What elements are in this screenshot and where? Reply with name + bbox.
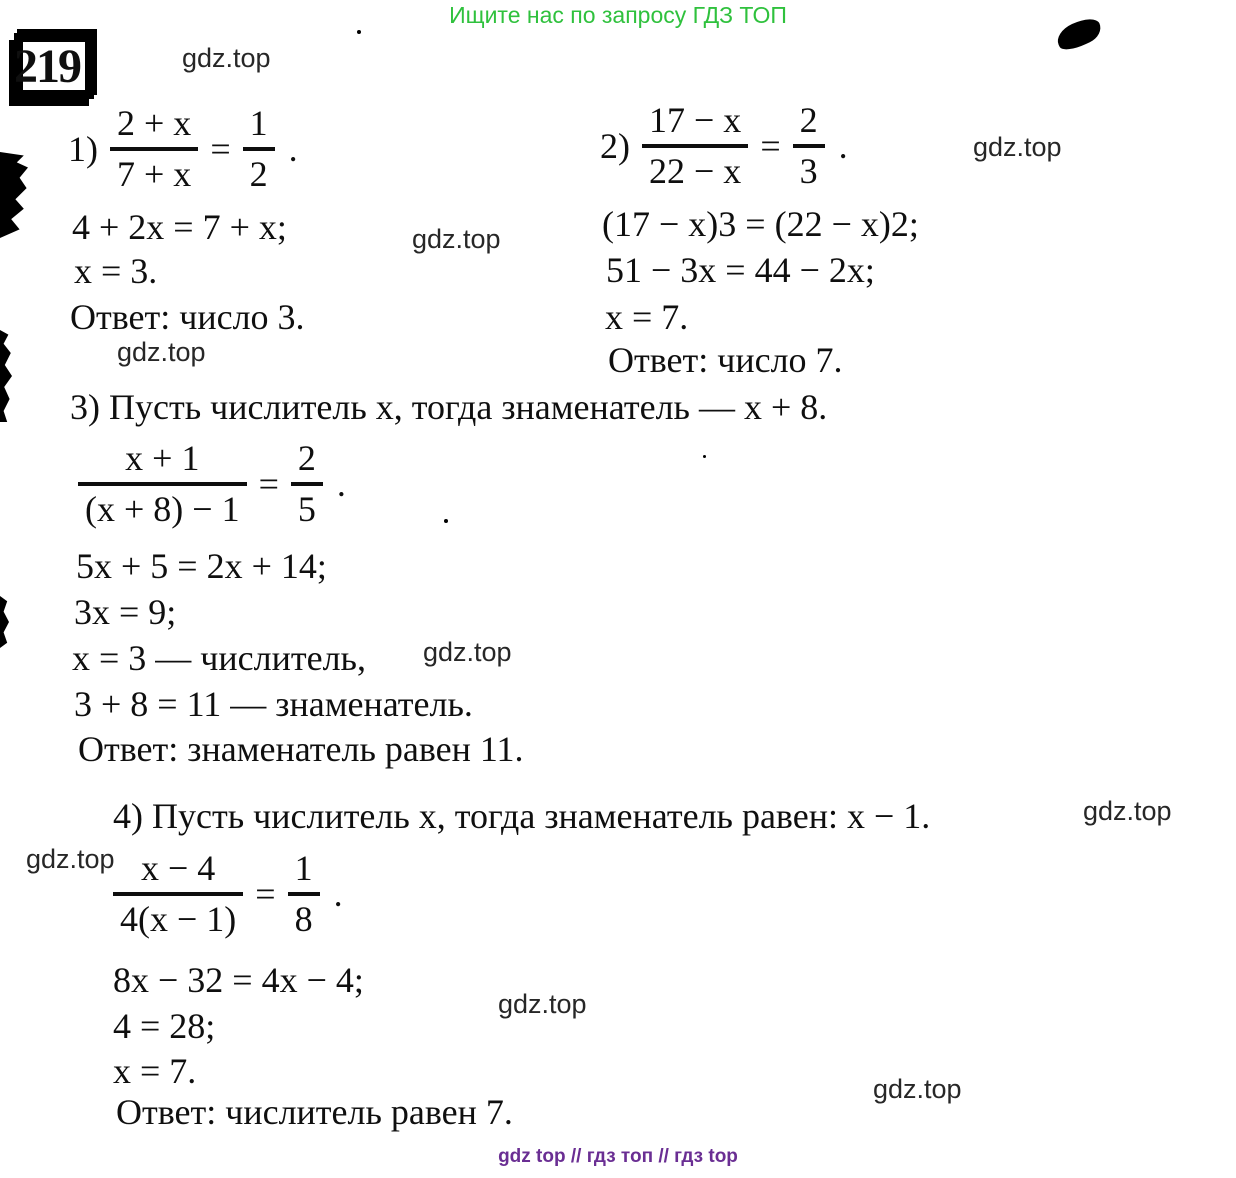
fraction-rhs — [243, 103, 275, 196]
numerator: 2 — [297, 438, 316, 478]
answer-line: Ответ: число 3. — [70, 297, 305, 337]
denominator: 5 — [291, 482, 323, 530]
answer-line: Ответ: число 7. — [608, 340, 843, 380]
equals-sign: = — [255, 873, 276, 914]
item-label: 1) — [68, 128, 98, 169]
fraction-lhs — [78, 438, 247, 531]
solution-line: 51 − 3x = 44 − 2x; — [606, 250, 875, 290]
intro-line: 4) Пусть числитель x, тогда знаменатель равен: x − 1. — [113, 796, 931, 836]
solution-line: 3x = 9; — [74, 592, 177, 632]
answer-line: Ответ: числитель равен 7. — [116, 1092, 513, 1132]
denominator: (x + 8) − 1 — [78, 482, 247, 530]
watermark: gdz.top — [873, 1074, 962, 1104]
numerator: x − 4 — [140, 848, 216, 888]
equation-4 — [113, 848, 343, 941]
denominator: 2 — [243, 147, 275, 195]
denominator: 4(x − 1) — [113, 892, 243, 940]
fraction-lhs — [642, 100, 748, 193]
numerator: x + 1 — [125, 438, 200, 478]
period: . — [336, 463, 346, 504]
solution-line: x = 3. — [74, 251, 158, 291]
numerator: 2 + x — [117, 103, 192, 143]
numerator: 2 — [799, 100, 818, 140]
watermark: gdz.top — [412, 224, 501, 254]
intro-line: 3) Пусть числитель x, тогда знаменатель — x + 8. — [70, 387, 828, 427]
numerator: 1 — [294, 848, 313, 888]
solution-line: (17 − x)3 = (22 − x)2; — [602, 204, 919, 244]
solution-line: x = 7. — [113, 1051, 197, 1091]
denominator: 7 + x — [110, 147, 198, 195]
solution-line: 4 + 2x = 7 + x; — [72, 207, 287, 247]
numerator: 17 − x — [649, 100, 742, 140]
period: . — [333, 873, 343, 914]
watermark: gdz.top — [182, 43, 271, 73]
answer-line: Ответ: знаменатель равен 11. — [78, 729, 524, 769]
equation-3 — [78, 438, 346, 531]
scan-speck — [703, 455, 706, 458]
solution-line: 8x − 32 = 4x − 4; — [113, 960, 364, 1000]
numerator: 1 — [249, 103, 268, 143]
equation-1 — [68, 103, 298, 196]
scan-artifact — [0, 596, 9, 648]
fraction-rhs — [288, 848, 320, 941]
solution-line: 4 = 28; — [113, 1006, 216, 1046]
scan-artifact — [0, 152, 28, 238]
problem-number-badge — [14, 33, 94, 99]
fraction-rhs — [291, 438, 323, 531]
problem-number: 219 — [14, 39, 80, 93]
fraction-rhs — [793, 100, 825, 193]
period: . — [288, 128, 298, 169]
scan-artifact — [0, 330, 12, 422]
fraction-lhs — [113, 848, 243, 941]
solution-line: 3 + 8 = 11 — знаменатель. — [74, 684, 473, 724]
equals-sign: = — [760, 125, 781, 166]
watermark: gdz.top — [423, 637, 512, 667]
scan-speck — [357, 30, 361, 34]
footer-watermark: gdz top // гдз топ // гдз top — [498, 1146, 738, 1167]
denominator: 3 — [793, 144, 825, 192]
equals-sign: = — [210, 128, 231, 169]
watermark: gdz.top — [498, 989, 587, 1019]
equation-2 — [600, 100, 848, 193]
watermark: gdz.top — [973, 132, 1062, 162]
solution-line: x = 7. — [605, 297, 689, 337]
solution-line: 5x + 5 = 2x + 14; — [76, 546, 327, 586]
promo-header: Ищите нас по запросу ГДЗ ТОП — [449, 2, 787, 28]
fraction-lhs — [110, 103, 198, 196]
period: . — [838, 125, 848, 166]
denominator: 22 − x — [642, 144, 748, 192]
equals-sign: = — [258, 463, 279, 504]
watermark: gdz.top — [26, 844, 115, 874]
watermark: gdz.top — [117, 337, 206, 367]
item-label: 2) — [600, 125, 630, 166]
denominator: 8 — [288, 892, 320, 940]
solution-line: x = 3 — числитель, — [72, 638, 366, 678]
watermark: gdz.top — [1083, 796, 1172, 826]
scan-speck — [444, 519, 448, 523]
